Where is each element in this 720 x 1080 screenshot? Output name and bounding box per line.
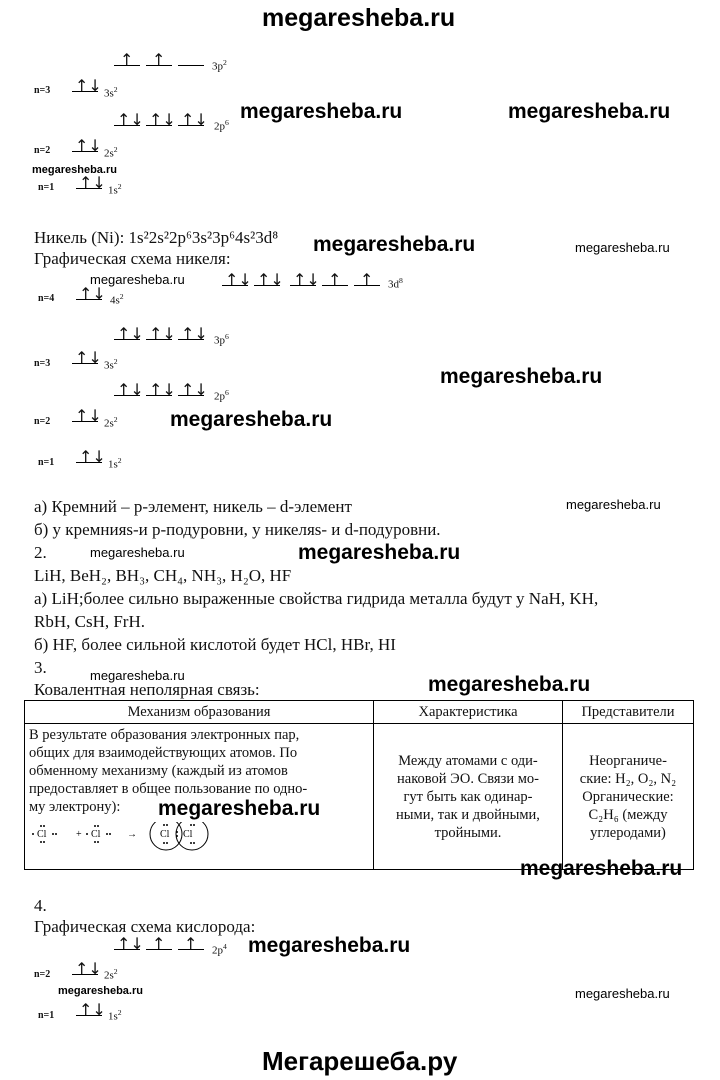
sublevel-label: $3s^2$ xyxy=(104,357,118,372)
watermark: megaresheba.ru xyxy=(170,408,333,431)
orbital-pair: ↑↓ xyxy=(222,272,248,294)
watermark: megaresheba.ru xyxy=(440,365,603,388)
orbital-pair: ↑↓ xyxy=(114,112,140,134)
nickel-formula: Никель (Ni): 1s²2s²2p⁶3s²3p⁶4s²3d⁸ xyxy=(34,228,279,247)
watermark: megaresheba.ru xyxy=(32,164,117,176)
watermark: megaresheba.ru xyxy=(248,934,411,957)
sublevel-label: $1s^2$ xyxy=(108,456,122,471)
task-number: 3. xyxy=(34,658,47,677)
sublevel-label: $2p^4$ xyxy=(212,942,227,957)
orbital-pair: ↑↓ xyxy=(178,326,204,348)
cell-line: наковой ЭО. Связи мо- xyxy=(397,770,539,787)
orbital-up: ↑ xyxy=(146,52,172,74)
watermark: megaresheba.ru xyxy=(313,233,476,256)
cell-line: гут быть как одинар- xyxy=(403,788,533,805)
sublevel-label: $4s^2$ xyxy=(110,292,124,307)
level-label: n=1 xyxy=(38,1010,55,1021)
watermark: megaresheba.ru xyxy=(240,100,403,123)
cell-line: предоставляет в общее пользование по одно- xyxy=(29,781,308,797)
orbital-pair: ↑↓ xyxy=(178,112,204,134)
watermark: megaresheba.ru xyxy=(90,272,185,287)
orbital-pair: ↑↓ xyxy=(72,78,98,100)
orbital-up: ↑ xyxy=(146,936,172,958)
sublevel-label: $2s^2$ xyxy=(104,145,118,160)
chlorine-bond-equation xyxy=(29,822,249,862)
site-footer[interactable]: Мегарешеба.ру xyxy=(262,1046,458,1076)
orbital-pair: ↑↓ xyxy=(76,286,102,308)
sublevel-label: $1s^2$ xyxy=(108,1008,122,1023)
orbital-up: ↑ xyxy=(322,272,348,294)
cell-line: Неорганиче- xyxy=(589,752,667,769)
watermark: megaresheba.ru xyxy=(508,100,671,123)
cl-atom-1: Cl xyxy=(37,829,47,840)
electron-count: 2 xyxy=(223,58,227,67)
sublevel-label: $1s^2$ xyxy=(108,182,122,197)
answer-a: а) LiH;более сильно выраженные свойства гидрида металла будут у NaH, KH, xyxy=(34,589,599,608)
orbital-pair: ↑↓ xyxy=(114,326,140,348)
orbital-up: ↑ xyxy=(354,272,380,294)
electron-count: 2 xyxy=(117,1008,122,1017)
orbital-pair: ↑↓ xyxy=(146,326,172,348)
cell-line: общих для взаимодействующих атомов. По xyxy=(29,745,298,761)
sublevel-label: $2s^2$ xyxy=(104,967,118,982)
electron-count: 6 xyxy=(225,332,229,341)
watermark: megaresheba.ru xyxy=(566,497,661,512)
electron-count: 2 xyxy=(113,415,118,424)
level-label: n=3 xyxy=(34,85,51,96)
oxygen-scheme-title: Графическая схема кислорода: xyxy=(34,917,256,936)
hydride-list: LiH, BeH₂, BH₃, CH₄, NH₃, H₂O, HF xyxy=(34,566,292,585)
orbital-up: ↑ xyxy=(114,52,140,74)
answer-b: б) HF, более сильной кислотой будет HCl, HBr, HI xyxy=(34,635,396,654)
level-label: n=2 xyxy=(34,969,51,980)
task-number: 2. xyxy=(34,543,47,562)
sublevel-label: $3d^8$ xyxy=(388,276,403,291)
electron-count: 6 xyxy=(225,388,229,397)
electron-count: 2 xyxy=(113,85,118,94)
sublevel-label: $3s^2$ xyxy=(104,85,118,100)
cell-line: тройными. xyxy=(434,824,502,841)
sublevel-label: $2s^2$ xyxy=(104,415,118,430)
orbital-pair: ↑↓ xyxy=(72,138,98,160)
nickel-scheme-title: Графическая схема никеля: xyxy=(34,249,231,268)
bond-table xyxy=(24,700,694,870)
orbital-pair: ↑↓ xyxy=(72,408,98,430)
orbital-pair: ↑↓ xyxy=(72,350,98,372)
cell-line: углеродами) xyxy=(590,824,666,841)
orbital-pair: ↑↓ xyxy=(76,449,102,471)
cell-line: Органические: xyxy=(582,788,674,805)
orbital-pair: ↑↓ xyxy=(146,112,172,134)
orbital-pair: ↑↓ xyxy=(146,382,172,404)
cell-line: В результате образования электронных пар, xyxy=(29,727,300,743)
watermark: megaresheba.ru xyxy=(90,545,185,560)
sublevel-label: $2p^6$ xyxy=(214,118,229,133)
orbital-up: ↑ xyxy=(178,936,204,958)
orbital-pair: ↑↓ xyxy=(72,961,98,983)
electron-count: 2 xyxy=(117,456,122,465)
plus-sign: + xyxy=(76,829,82,840)
orbital-pair: ↑↓ xyxy=(178,382,204,404)
mechanism-cell xyxy=(25,724,374,870)
orbital-empty xyxy=(178,52,204,74)
electron-count: 2 xyxy=(119,292,124,301)
electron-count: 6 xyxy=(225,118,229,127)
task-number: 4. xyxy=(34,896,47,915)
level-label: n=1 xyxy=(38,457,55,468)
level-label: n=4 xyxy=(38,293,55,304)
electron-count: 2 xyxy=(117,182,122,191)
orbital-pair: ↑↓ xyxy=(114,382,140,404)
table-header: Характеристика xyxy=(374,701,563,724)
electron-count: 2 xyxy=(113,967,118,976)
sublevel-label: $2p^6$ xyxy=(214,388,229,403)
answer-a-cont: RbH, CsH, FrH. xyxy=(34,612,145,631)
watermark: megaresheba.ru xyxy=(575,986,670,1001)
electron-count: 4 xyxy=(223,942,227,951)
answer-a: а) Кремний – p-элемент, никель – d-элемент xyxy=(34,497,352,516)
reaction-arrow: → xyxy=(127,829,137,840)
watermark: megaresheba.ru xyxy=(428,673,591,696)
site-header[interactable]: megaresheba.ru xyxy=(262,4,456,32)
cell-line: C₂H₆ (между xyxy=(588,806,668,823)
representatives-cell xyxy=(563,724,694,870)
orbital-pair: ↑↓ xyxy=(254,272,280,294)
table-header: Механизм образования xyxy=(25,701,374,724)
watermark: megaresheba.ru xyxy=(298,541,461,564)
level-label: n=1 xyxy=(38,182,55,193)
watermark: megaresheba.ru xyxy=(575,240,670,255)
watermark: megaresheba.ru xyxy=(158,797,321,820)
watermark: megaresheba.ru xyxy=(58,985,143,997)
characteristic-cell xyxy=(374,724,563,870)
electron-count: 2 xyxy=(113,145,118,154)
table-header: Представители xyxy=(563,701,694,724)
sublevel-label: $3p^2$ xyxy=(212,58,227,73)
cell-line: ские: H₂, O₂, N₂ xyxy=(579,770,677,787)
sublevel-label: $3p^6$ xyxy=(214,332,229,347)
orbital-pair: ↑↓ xyxy=(114,936,140,958)
cell-line: Между атомами с оди- xyxy=(398,752,538,769)
cell-line: ными, так и двойными, xyxy=(396,806,540,823)
level-label: n=2 xyxy=(34,145,51,156)
watermark: megaresheba.ru xyxy=(90,668,185,683)
orbital-pair: ↑↓ xyxy=(290,272,316,294)
table-title: Ковалентная неполярная связь: xyxy=(34,680,260,699)
level-label: n=3 xyxy=(34,358,51,369)
orbital-pair: ↑↓ xyxy=(76,1002,102,1024)
cell-line: обменному механизму (каждый из атомов xyxy=(29,763,288,779)
electron-count: 8 xyxy=(399,276,403,285)
cl-atom-3: Cl xyxy=(160,829,170,840)
electron-count: 2 xyxy=(113,357,118,366)
answer-b: б) у кремнияs-и p-подуровни, у никеляs- и d-подуровни. xyxy=(34,520,441,539)
cell-line: му электрону): xyxy=(29,799,121,815)
orbital-pair: ↑↓ xyxy=(76,175,102,197)
cl-atom-2: Cl xyxy=(91,829,101,840)
watermark: megaresheba.ru xyxy=(520,857,683,880)
level-label: n=2 xyxy=(34,416,51,427)
cl-atom-4: Cl xyxy=(183,829,193,840)
